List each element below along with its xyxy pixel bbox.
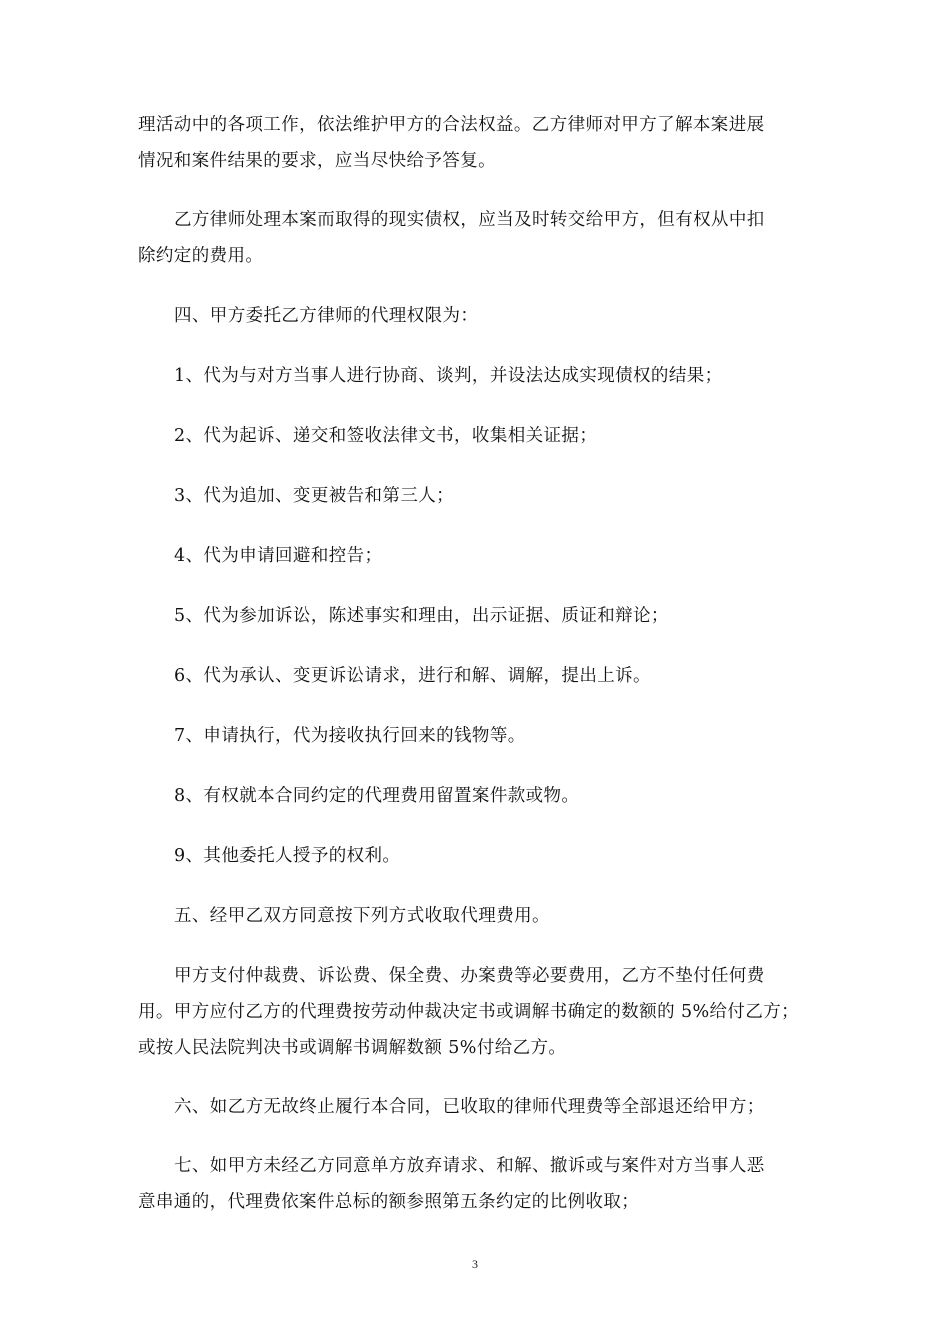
text-line: 4、代为申请回避和控告； bbox=[174, 546, 383, 566]
text-line: 8、有权就本合同约定的代理费用留置案件款或物。 bbox=[174, 786, 580, 806]
list-item-5 bbox=[138, 598, 818, 634]
text-line: 五、经甲乙双方同意按下列方式收取代理费用。 bbox=[174, 906, 550, 926]
list-item-9 bbox=[138, 838, 818, 874]
text-line: 1、代为与对方当事人进行协商、谈判，并设法达成实现债权的结果； bbox=[174, 366, 723, 386]
text-line: 六、如乙方无故终止履行本合同，已收取的律师代理费等全部退还给甲方； bbox=[174, 1097, 765, 1117]
text-line: 甲方支付仲裁费、诉讼费、保全费、办案费等必要费用，乙方不垫付任何费 bbox=[174, 966, 765, 986]
text-line: 除约定的费用。 bbox=[138, 246, 264, 266]
text-line: 乙方律师处理本案而取得的现实债权，应当及时转交给甲方，但有权从中扣 bbox=[174, 210, 765, 230]
list-item-8 bbox=[138, 778, 818, 814]
list-item-7 bbox=[138, 718, 818, 754]
text-line: 用。甲方应付乙方的代理费按劳动仲裁决定书或调解书确定的数额的 5%给付乙方； bbox=[138, 1002, 800, 1022]
section-4-heading bbox=[138, 298, 818, 334]
list-item-2 bbox=[138, 418, 818, 454]
text-line: 意串通的，代理费依案件总标的额参照第五条约定的比例收取； bbox=[138, 1192, 640, 1212]
text-line: 9、其他委托人授予的权利。 bbox=[174, 846, 401, 866]
paragraph-case-handling bbox=[138, 107, 818, 179]
section-5-heading bbox=[138, 898, 818, 934]
paragraph-claims-transfer bbox=[138, 202, 818, 274]
section-6 bbox=[138, 1089, 818, 1125]
list-item-6 bbox=[138, 658, 818, 694]
text-line: 或按人民法院判决书或调解书调解数额 5%付给乙方。 bbox=[138, 1038, 567, 1058]
text-line: 情况和案件结果的要求，应当尽快给予答复。 bbox=[138, 151, 496, 171]
list-item-3 bbox=[138, 478, 818, 514]
text-line: 2、代为起诉、递交和签收法律文书，收集相关证据； bbox=[174, 426, 598, 446]
section-7 bbox=[138, 1148, 818, 1220]
text-line: 7、申请执行，代为接收执行回来的钱物等。 bbox=[174, 726, 526, 746]
text-line: 3、代为追加、变更被告和第三人； bbox=[174, 486, 455, 506]
page-number: 3 bbox=[472, 1257, 478, 1271]
text-line: 七、如甲方未经乙方同意单方放弃请求、和解、撤诉或与案件对方当事人恶 bbox=[174, 1156, 765, 1176]
list-item-1 bbox=[138, 358, 818, 394]
list-item-4 bbox=[138, 538, 818, 574]
text-line: 四、甲方委托乙方律师的代理权限为： bbox=[174, 306, 479, 326]
text-line: 5、代为参加诉讼，陈述事实和理由，出示证据、质证和辩论； bbox=[174, 606, 669, 626]
text-line: 理活动中的各项工作，依法维护甲方的合法权益。乙方律师对甲方了解本案进展 bbox=[138, 115, 765, 135]
text-line: 6、代为承认、变更诉讼请求，进行和解、调解，提出上诉。 bbox=[174, 666, 651, 686]
paragraph-fees bbox=[138, 958, 818, 1066]
